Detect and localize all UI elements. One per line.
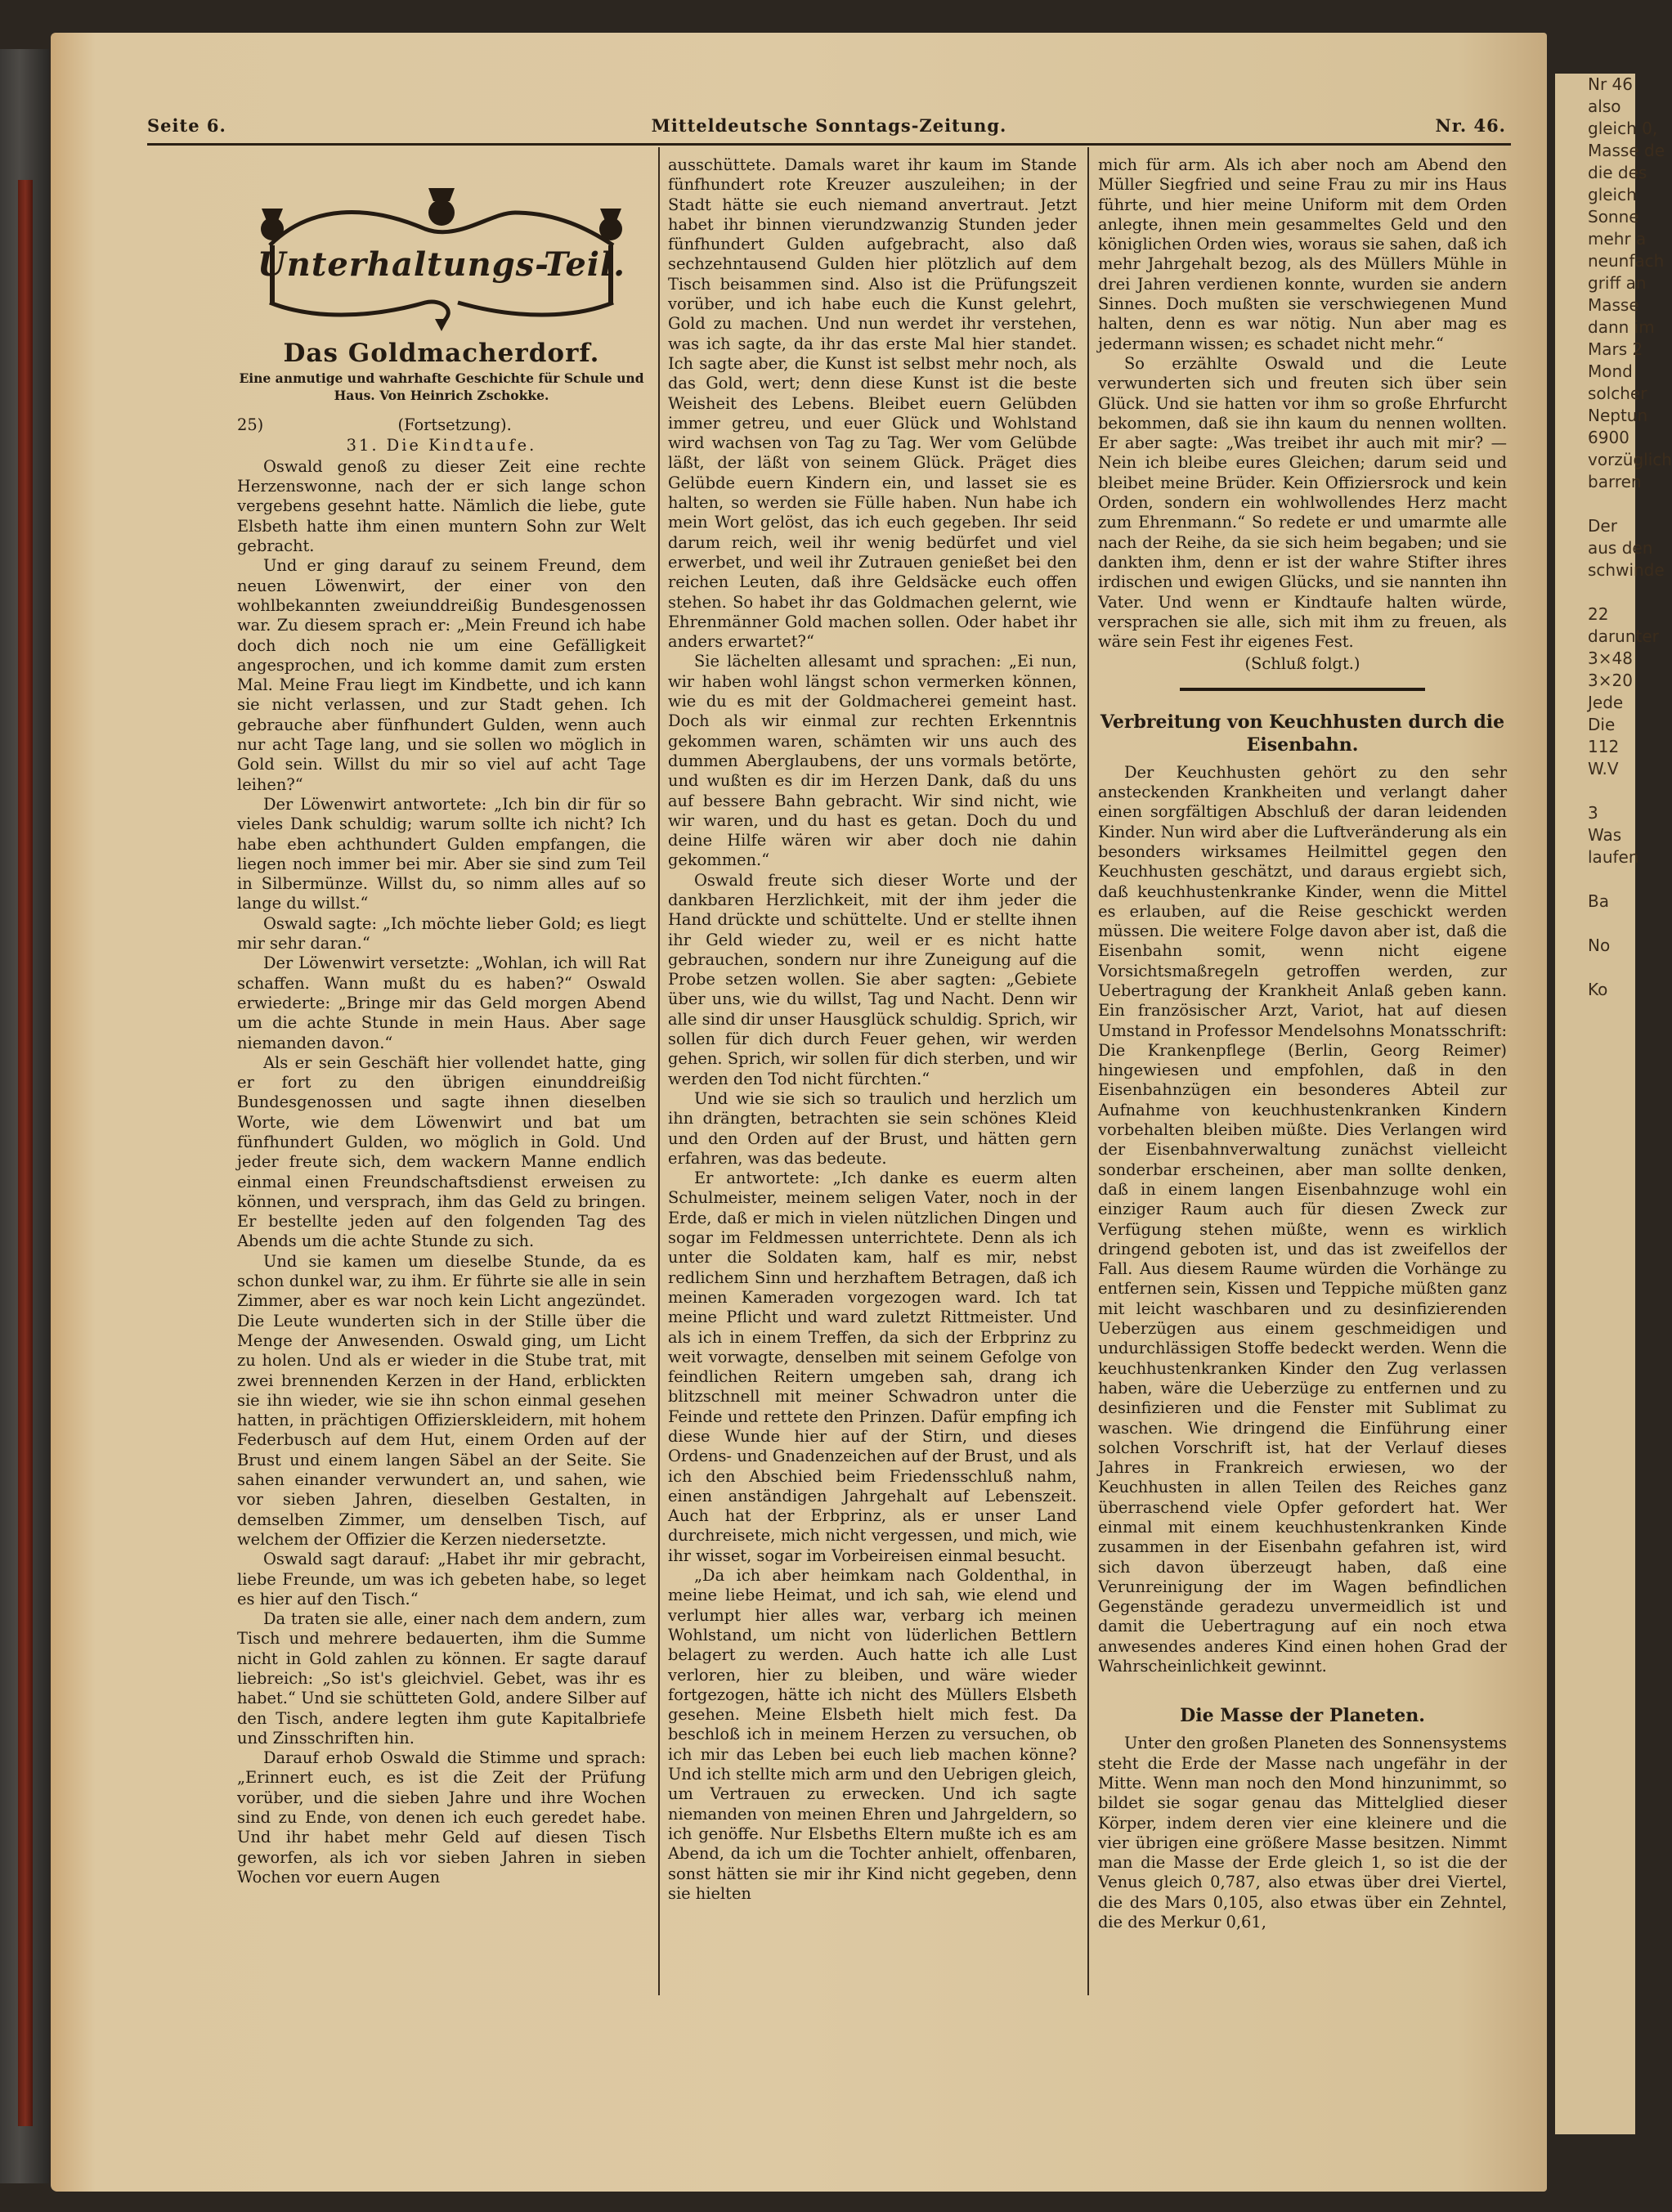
newspaper-title: Mitteldeutsche Sonntags-Zeitung. [651,115,1007,136]
fragment-text [1555,913,1635,935]
paragraph: Und wie sie sich so traulich und herzlich um ihn drängten, betrachten sie sein schönes Kleid und den Orden auf der Brust, und hätten gern erfahren, was das bedeute. [668,1088,1077,1168]
end-note: (Schluß folgt.) [1244,654,1360,674]
fragment-text: 112 [1588,737,1620,756]
fragment-text: W.V [1588,759,1619,778]
fragment-text: griff an [1588,273,1647,293]
story-title: Das Goldmacherdorf. [283,339,600,368]
article-separator [1180,688,1425,691]
paragraph: Sie lächelten allesamt und sprachen: „Ei nun, wir haben wohl längst schon vermerken können, wie du es mit der Goldmacherei gemeint hast. Doch als wir einmal zur rechten Erkenntnis gekommen waren, schämten wir uns auch des dummen Aberglaubens, der uns vormals betörte, und wußten es dir im Herzen Dank, daß du uns auf bessere Bahn gebracht. Wir sind nicht, wie wir waren, und du hast es getan. Doch du und deine Hilfe wären wir aber doch nie dahin gekommen.“ [668,652,1077,870]
paragraph: Der Löwenwirt versetzte: „Wohlan, ich will Rat schaffen. Wann mußt du es haben?“ Oswald erwiederte: „Bringe mir das Geld morgen Abend um die achte Stunde in mein Haus. Aber sage niemanden davon.“ [237,953,646,1052]
fragment-text: die des [1588,163,1647,182]
fragment-text: 3×20 [1588,671,1633,690]
article-title-planeten: Die Masse der Planeten. [1180,1705,1425,1727]
article-body-keuchhusten: Der Keuchhusten gehört zu den sehr ansteckenden Krankheiten und verlangt daher einen sorgfältigen Abschluß der daran leidenden Kinder. Nun wird aber die Luftveränderung als ein besonders wirksames Heilmittel gegen den Keuchhusten geschätzt, und daraus ergiebt sich, daß keuchhustenkranke Kinder, wenn die Mittel es erlauben, auf die Reise geschickt werden müssen. Die weitere Folge davon aber ist, daß die Eisenbahn somit, wenn nicht eigene Vorsichtsmaßregeln getroffen werden, zur Uebertragung der Krankheit Anlaß geben kann. Ein französischer Arzt, Variot, hat auf diesen Umstand in Professor Mendelsohns Monatsschrift: Die Krankenpflege (Berlin, Georg Reimer) hingewiesen und empfohlen, daß in den Eisenbahnzügen ein besonderes Abteil zur Aufnahme von keuchhustenkranken Kindern vorbehalten bleiben müßte. Dies Verlangen wird der Eisenbahnverwaltung zunächst vielleicht sonderbar erscheinen, aber man sollte denken, daß in einem langen Eisenbahnzuge wohl ein einziger Raum auch für diesen Zweck zur Verfügung stehen müßte, wenn es wirklich dringend geboten ist, und das ist zweifellos der Fall. Aus diesem Raume würden die Vorhänge zu entfernen sein, Kissen und Teppiche müßten ganz mit leicht waschbaren und zu desinfizierenden Ueberzügen aus einem geschmeidigen und undurchlässigen Stoffe bedeckt werden. Wenn die keuchhustenkranken Kinder den Zug verlassen haben, wäre die Ueberzüge zu entfernen und zu desinfizieren und die Fenster mit Sublimat zu waschen. Wie dringend die Einführung einer solchen Vorschrift ist, hat der Verlauf dieses Jahres in Frankreich erwiesen, wo der Keuchhusten in allen Teilen des Reiches ganz überraschend viele Opfer gefordert hat. Wer einmal mit einem keuchhustenkranken Kinde zusammen in der Eisenbahn gefahren ist, wird sich davon überzeugt haben, daß eine Verunreinigung der im Wagen befindlichen Gegenstände geradezu unvermeidlich ist und damit die Uebertragung auf ein noch etwa anwesendes anderes Kind einen hohen Grad der Wahrscheinlichkeit gewinnt. [1098,762,1507,1676]
fragment-text: dann im [1588,317,1655,337]
book-spine [18,180,33,2126]
paragraph: „Da ich aber heimkam nach Goldenthal, in meine liebe Heimat, und ich sah, wie elend und verlumpt hier alles war, verbarg ich meinen Wohlstand, um nicht von lüderlichen Bettlern belagert zu werden. Auch hatte ich alle Lust verloren, hier zu bleiben, und wäre wieder fortgezogen, hätte ich nicht des Müllers Elsbeth gesehen. Meine Elsbeth hielt mich fest. Da beschloß ich in meinem Herzen zu versuchen, ob ich mir das Leben bei euch lieb machen könne? Und ich stellte mich arm und den Uebrigen gleich, um Vertrauen zu erwecken. Und ich sagte niemanden von meinen Ehren und Jahrgeldern, so ich genöffe. Nur Elsbeths Eltern mußte ich es am Abend, da ich um die Tochter anhielt, offenbaren, sonst hätten sie mir ihr Kind nicht gegeben, denn sie hielten [668,1566,1077,1903]
fragment-text: Ko [1588,980,1608,999]
fragment-text: 22 [1588,604,1609,624]
fragment-text: schwinde [1588,560,1665,580]
article-body-planeten: Unter den großen Planeten des Sonnensystems steht die Erde der Masse nach ungefähr in der Mitte. Wenn man noch den Mond hinzunimmt, so bildet sie sogar genau das Mittelglied dieser Körper, indem deren vier eine kleinere und die vier übrigen eine größere Masse besitzen. Nimmt man die Masse der Erde gleich 1, so ist die der Venus gleich 0,787, also etwas über drei Viertel, die des Mars 0,105, also etwas über ein Zehntel, die des Merkur 0,61, [1098,1734,1507,1932]
fragment-text: Ba [1588,891,1609,911]
page-header [147,110,1511,146]
article-title-keuchhusten: Verbreitung von Keuchhusten durch die Eisenbahn. [1100,711,1505,756]
paragraph: Darauf erhob Oswald die Stimme und sprach: „Erinnert euch, es ist die Zeit der Prüfung vorüber, und die sieben Jahre und ihre Wochen sind zu Ende, von denen ich euch geredet habe. Und ihr habet mehr Geld auf diesen Tisch geworfen, als ich vor sieben Jahren in sieben Wochen vor euern Augen [237,1748,646,1887]
column-2-text [668,155,1077,1904]
page-number: Seite 6. [147,115,226,136]
serial-number: 25) [237,415,264,435]
fragment-text: darunter [1588,626,1659,646]
paragraph: Er antwortete: „Ich danke es euerm alten Schulmeister, meinem seligen Vater, noch in der Erde, daß er mich in vielen nützlichen Dingen und sogar im Feldmessen unterrichtete. Denn als ich unter die Soldaten kam, half es mir, nebst redlichem Sinn und herzhaftem Betragen, daß ich meinen Kameraden vorgezogen ward. Ich tat meine Pflicht und ward zuletzt Rittmeister. Und als ich in einem Treffen, da sich der Erbprinz zu weit vorwagte, denselben mit seinem Gefolge von feindlichen Reitern umgeben sah, drang ich blitzschnell mit meiner Schwadron unter die Feinde und rettete den Prinzen. Dafür empfing ich diese Wunde hier auf der Stirn, und dieses Ordens- und Gnadenzeichen auf der Brust, und als ich den Abschied beim Friedensschluß nahm, einen anständigen Jahrgehalt auf Lebenszeit. Auch hat der Erbprinz, als er unser Land durchreisete, mich nicht vergessen, und mich, wie ihr wisset, sogar im Vorbeireisen einmal besucht. [668,1169,1077,1565]
fragment-text: Der [1588,516,1617,536]
fragment-text: Was [1588,825,1622,845]
paragraph: ausschüttete. Damals waret ihr kaum im Stande fünfhundert rote Kreuzer auszuleihen; in der Stadt hätte sie euch niemand anvertraut. Jetzt habet ihr binnen vierundzwanzig Stunden jeder fünfhundert Gulden aufgebracht, also daß sechzehntausend Gulden hier plötzlich auf dem Tisch beisammen sind. Also ist die Prüfungszeit vorüber, und ich habe euch die Kunst gelehrt, Gold zu machen. Und nun werdet ihr verstehen, was ich sagte, da ihr das erste Mal hier standet. Ich sagte aber, die Kunst ist selbst mehr noch, als das Gold, wert; denn diese Kunst ist die beste Weisheit des Lebens. Bleibet euern Gelübden immer getreu, und euer Glück und Wohlstand wird wachsen von Tag zu Tag. Wer vom Gelübde läßt, der läßt von seinem Glück. Präget dies Gelübde euern Kindern ein, und lasset sie es halten, so werden sie Fülle haben. Nun habe ich mein Wort gelöst, das ich euch gegeben. Ihr seid darum reich, weil ihr wenig bedürfet und viel erwerbet, und weil ihr Zutrauen genießet bei den reichen Leuten, daß ihre Geldsäcke euch offen stehen. So habet ihr das Goldmachen gelernt, wie Ehrenmänner Gold machen sollen. Oder habet ihr anders erwartet?“ [668,155,1077,652]
serial-line [237,415,646,435]
chapter-heading: 31. Die Kindtaufe. [346,435,537,455]
paragraph: Oswald genoß zu dieser Zeit eine rechte Herzenswonne, nach der er sich lange schon vergebens gesehnt hatte. Nämlich die liebe, gute Elsbeth hatte ihm einen muntern Sohn zur Welt gebracht. [237,456,646,556]
paragraph: Oswald sagte: „Ich möchte lieber Gold; es liegt mir sehr daran.“ [237,913,646,953]
fragment-text [1555,868,1635,891]
paragraph: mich für arm. Als ich aber noch am Abend den Müller Siegfried und seine Frau zu mir ins Haus führte, und hier meine Uniform mit dem Orden anlegte, ihnen mein gesammeltes Geld und den königlichen Orden wies, woraus sie sahen, daß ich mehr Jahrgehalt bezog, als des Müllers Mühle in drei Jahren verdienen konnte, wurden sie andern Sinnes. Doch mußten sie verschwiegenen Mund halten, denn es war nötig. Nun aber mag es jedermann wissen; es schadet nicht mehr.“ [1098,155,1507,353]
column-3 [1098,155,1507,1999]
paragraph: Oswald sagt darauf: „Habet ihr mir gebracht, liebe Freunde, um was ich gebeten habe, so leget es hier auf den Tisch.“ [237,1550,646,1609]
fragment-text: Sonne [1588,207,1639,227]
fragment-text [1555,581,1635,603]
fragment-text: 3 [1588,803,1598,823]
fragment-text: 6900 [1588,428,1629,447]
column-rule [1087,147,1089,1995]
column-3-text [1098,155,1507,652]
paragraph: Als er sein Geschäft hier vollendet hatte, ging er fort zu den übrigen einunddreißig Bundesgenossen und sagte ihnen dieselben Worte, wie dem Löwenwirt und bat um fünfhundert Gulden, wo möglich in Gold. Und jeder freute sich, dem wackern Manne endlich einmal einen Freundschaftsdienst erweisen zu können, und versprach, ihm das Geld zu bringen. Er bestellte jeden auf den folgenden Tag des Abends um die achte Stunde zu sich. [237,1052,646,1251]
paragraph: Und er ging darauf zu seinem Freund, dem neuen Löwenwirt, der einer von den wohlbekannten zweiunddreißig Bundesgenossen war. Zu diesem sprach er: „Mein Freund ich habe doch dich noch nie um eine Gefälligkeit angesprochen, und ich komme damit zum ersten Mal. Meine Frau liegt im Kindbette, und ich kann sie nicht verlassen, und zur Stadt gehen. Ich gebrauche aber fünfhundert Gulden, wenn auch nur acht Tage lang, und sie sollen wo möglich in Gold sein. Willst du mir so viel auf acht Tage leihen?“ [237,556,646,794]
next-page-fragment [1555,74,1672,2134]
column-1-text [237,457,646,1887]
fragment-text: laufen [1588,847,1639,867]
story-subtitle: Eine anmutige und wahrhafte Geschichte für Schule und Haus. Von Heinrich Zschokke. [239,370,644,404]
fragment-text: Neptun [1588,406,1648,425]
paragraph: Oswald freute sich dieser Worte und der dankbaren Herzlichkeit, mit der ihm jeder die Hand drückte und schüttelte. Und er stellte ihnen ihr Geld wieder zu, weil er es nicht hatte gebrauchen, sondern nur ihre Zuneigung auf die Probe setzen wollen. Sie aber sagten: „Gebiete über uns, wie du willst, Tag und Nacht. Denn wir alle sind dir unser Hausglück schuldig. Sprich, wir sollen für dich durch Feuer gehen, wir werden gehen. Sprich, wir sollen für dich sterben, und wir werden den Tod nicht fürchten.“ [668,870,1077,1088]
column-1 [237,155,646,2020]
fragment-text: mehr a [1588,229,1647,249]
paragraph: Da traten sie alle, einer nach dem andern, zum Tisch und mehrere bedauerten, ihm die Summe nicht in Gold zahlen zu können. Er sagte darauf liebreich: „So ist's gleichviel. Gebet, was ihr es habet.“ Und sie schütteten Gold, andere Silber auf den Tisch, andere legten ihm gute Kapitalbriefe und Zinsschriften hin. [237,1609,646,1748]
fragment-text: solcher [1588,384,1647,403]
paragraph: Und sie kamen um dieselbe Stunde, da es schon dunkel war, zu ihm. Er führte sie alle in sein Zimmer, aber es war noch kein Licht angezündet. Die Leute wunderten sich in der Stille über die Menge der Anwesenden. Oswald ging, um Licht zu holen. Und als er wieder in die Stube trat, mit zwei brennenden Kerzen in der Hand, erblickten sie ihn wieder, wie sie ihn schon einmal gesehen hatten, in prächtigen Offizierskleidern, mit hohem Federbusch auf dem Hut, einem Orden auf der Brust und einem langen Säbel an der Seite. Sie sahen einander verwundert an, und sahen, wie vor sieben Jahren, dieselben Gestalten, in demselben Zimmer, um denselben Tisch, auf welchem der Offizier die Kerzen niedersetzte. [237,1251,646,1549]
continuation-note: (Fortsetzung). [397,415,512,435]
column-rule [658,147,660,1995]
paragraph: So erzählte Oswald und die Leute verwunderten sich und freuten sich über sein Glück. Und sie hatten vor ihm so große Ehrfurcht bekommen, daß sie ihn kaum du nennen wollten. Er aber sagte: „Was treibet ihr auch mit mir? — Nein ich bleibe eures Gleichen; darum seid und bleibet meine Brüder. Kein Offiziersrock und kein Orden, sondern ein wohlwollendes Herz macht zum Ehrenmann.“ So redete er und umarmte alle nach der Reihe, da sie sich heim begaben; und sie dankten ihm, denn er ist der wahre Stifter ihres irdischen und ewigen Glücks, und sie nannten ihn Vater. Und wenn er Kindtaufe halten würde, versprachen sie alle, sich mit ihm zu freuen, als wäre sein Fest ihr eigenes Fest. [1098,353,1507,652]
fragment-text: aus den [1588,538,1653,558]
fragment-text: neunfach [1588,251,1665,271]
fragment-text: gleich 0, [1588,119,1658,138]
fragment-text: also [1588,96,1621,116]
fragment-text: Mond [1588,361,1633,381]
fragment-text: Masse de [1588,141,1665,160]
fragment-text: 3×48 [1588,648,1633,668]
fragment-text: Die [1588,715,1616,734]
paragraph: Der Löwenwirt antwortete: „Ich bin dir für so vieles Dank schuldig; warum sollte ich nicht? Ich habe eben achthundert Gulden empfangen, die liegen noch immer bei mir. Aber sie sind zum Teil in Silbermünze. Willst du, so nimm alles auf so lange du willst.“ [237,794,646,913]
fragment-text [1555,957,1635,979]
fragment-text: gleich [1588,185,1637,204]
fragment-text: No [1588,936,1611,955]
fragment-text [1555,493,1635,515]
fragment-text: Masse [1588,295,1639,315]
fragment-text: barren [1588,472,1642,491]
fragment-text [1555,780,1635,802]
section-masthead [237,180,646,335]
fragment-text: Jede [1588,693,1624,712]
section-title: Unterhaltungs-Teil. [257,245,626,284]
fragment-text: Mars 2 [1588,339,1643,359]
fragment-text: vorzüglich [1588,450,1672,469]
fragment-text: Nr 46 [1588,74,1633,94]
issue-number: Nr. 46. [1435,115,1506,136]
column-2 [668,155,1077,1991]
